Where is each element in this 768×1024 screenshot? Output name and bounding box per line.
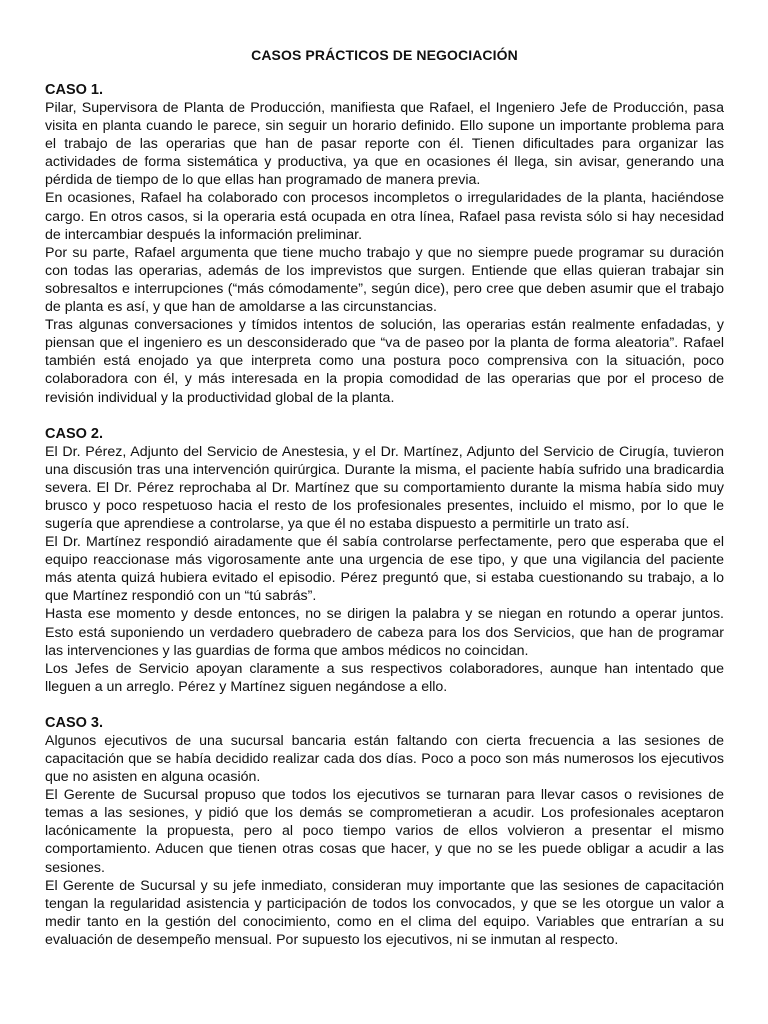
case-paragraph: En ocasiones, Rafael ha colaborado con procesos incompletos o irregularidades de la planta, haciéndose cargo. En otros casos, si la operaria está ocupada en otra línea, Rafael pasa revista sólo si hay necesidad de intercambiar después la información preliminar. [45, 190, 724, 243]
case-3 [45, 714, 724, 949]
case-heading: CASO 3. [45, 714, 104, 731]
case-paragraph: Los Jefes de Servicio apoyan claramente a sus respectivos colaboradores, aunque han intentado que lleguen a un arreglo. Pérez y Martínez siguen negándose a ello. [45, 660, 724, 695]
case-paragraph: Por su parte, Rafael argumenta que tiene mucho trabajo y que no siempre puede programar su duración con todas las operarias, además de los imprevistos que surgen. Entiende que ellas quieran trabajar sin sobresaltos e interrupciones (“más cómodamente”, según dice), pero cree que deben asumir que el trabajo de planta es así, y que han de amoldarse a las circunstancias. [45, 244, 724, 316]
case-2 [45, 425, 724, 696]
case-heading: CASO 1. [45, 82, 104, 98]
case-1 [45, 81, 724, 407]
case-paragraph: Algunos ejecutivos de una sucursal bancaria están faltando con cierta frecuencia a las sesiones de capacitación que se había decidido realizar cada dos días. Poco a poco son más numerosos los ejecutivos que no asisten en alguna ocasión. [45, 732, 724, 786]
case-paragraph: Hasta ese momento y desde entonces, no se dirigen la palabra y se niegan en rotundo a operar juntos. Esto está suponiendo un verdadero quebradero de cabeza para los dos Servicios, que han de programar las intervenciones y las guardias de forma que ambos médicos no coincidan. [45, 606, 724, 659]
case-paragraph: Pilar, Supervisora de Planta de Producción, manifiesta que Rafael, el Ingeniero Jefe de Producción, pasa visita en planta cuando le parece, sin seguir un horario definido. Ello supone un importante problema para el trabajo de las operarias que han de pasar reporte con él. Tienen dificultades para organizar las actividades de forma sistemática y productiva, ya que en ocasiones él llega, sin avisar, generando una pérdida de tiempo de lo que ellas han programado de manera previa. [45, 100, 724, 189]
case-paragraph: El Dr. Pérez, Adjunto del Servicio de Anestesia, y el Dr. Martínez, Adjunto del Servicio de Cirugía, tuvieron una discusión tras una intervención quirúrgica. Durante la misma, el paciente había sufrido una bradicardia severa. El Dr. Pérez reprochaba al Dr. Martínez que su comportamiento durante la misma había sido muy brusco y poco respetuoso hacia el resto de los profesionales presentes, incluido el mismo, por lo que le sugería que aprendiese a controlarse, ya que él no estaba dispuesto a permitirle un trato así. [45, 443, 724, 532]
case-paragraph: El Gerente de Sucursal y su jefe inmediato, consideran muy importante que las sesiones de capacitación tengan la regularidad asistencia y participación de todos los convocados, y que se les otorgue un valor a medir tanto en la gestión del conocimiento, como en el clima del equipo. Variables que entrarían a su evaluación de desempeño mensual. Por supuesto los ejecutivos, ni se inmutan al respecto. [45, 877, 724, 948]
document-title: CASOS PRÁCTICOS DE NEGOCIACIÓN [251, 47, 518, 63]
case-paragraph: Tras algunas conversaciones y tímidos intentos de solución, las operarias están realmente enfadadas, y piensan que el ingeniero es un desconsiderado que “va de paseo por la planta de forma aleatoria”. Rafael también está enojado ya que interpreta como una postura poco comprensiva con la situación, poco colaboradora con él, y más interesada en la propia comodidad de las operarias que por el proceso de revisión individual y la productividad global de la planta. [45, 317, 724, 406]
case-paragraph: El Gerente de Sucursal propuso que todos los ejecutivos se turnaran para llevar casos o revisiones de temas a las sesiones, y pidió que los demás se comprometieran a acudir. Los profesionales aceptaron lacónicamente la propuesta, pero al poco tiempo varios de ellos volvieron a presentar el mismo comportamiento. Aducen que tienen otras cosas que hacer, y que no se les puede obligar a acudir a las sesiones. [45, 787, 724, 876]
case-paragraph: El Dr. Martínez respondió airadamente que él sabía controlarse perfectamente, pero que esperaba que el equipo reaccionase más vigorosamente ante una urgencia de ese tipo, y que una vigilancia del paciente más atenta quizá hubiera evitado el episodio. Pérez preguntó que, si estaba cuestionando su trabajo, a lo que Martínez respondió con un “tú sabrás”. [45, 534, 724, 605]
case-heading: CASO 2. [45, 425, 104, 442]
